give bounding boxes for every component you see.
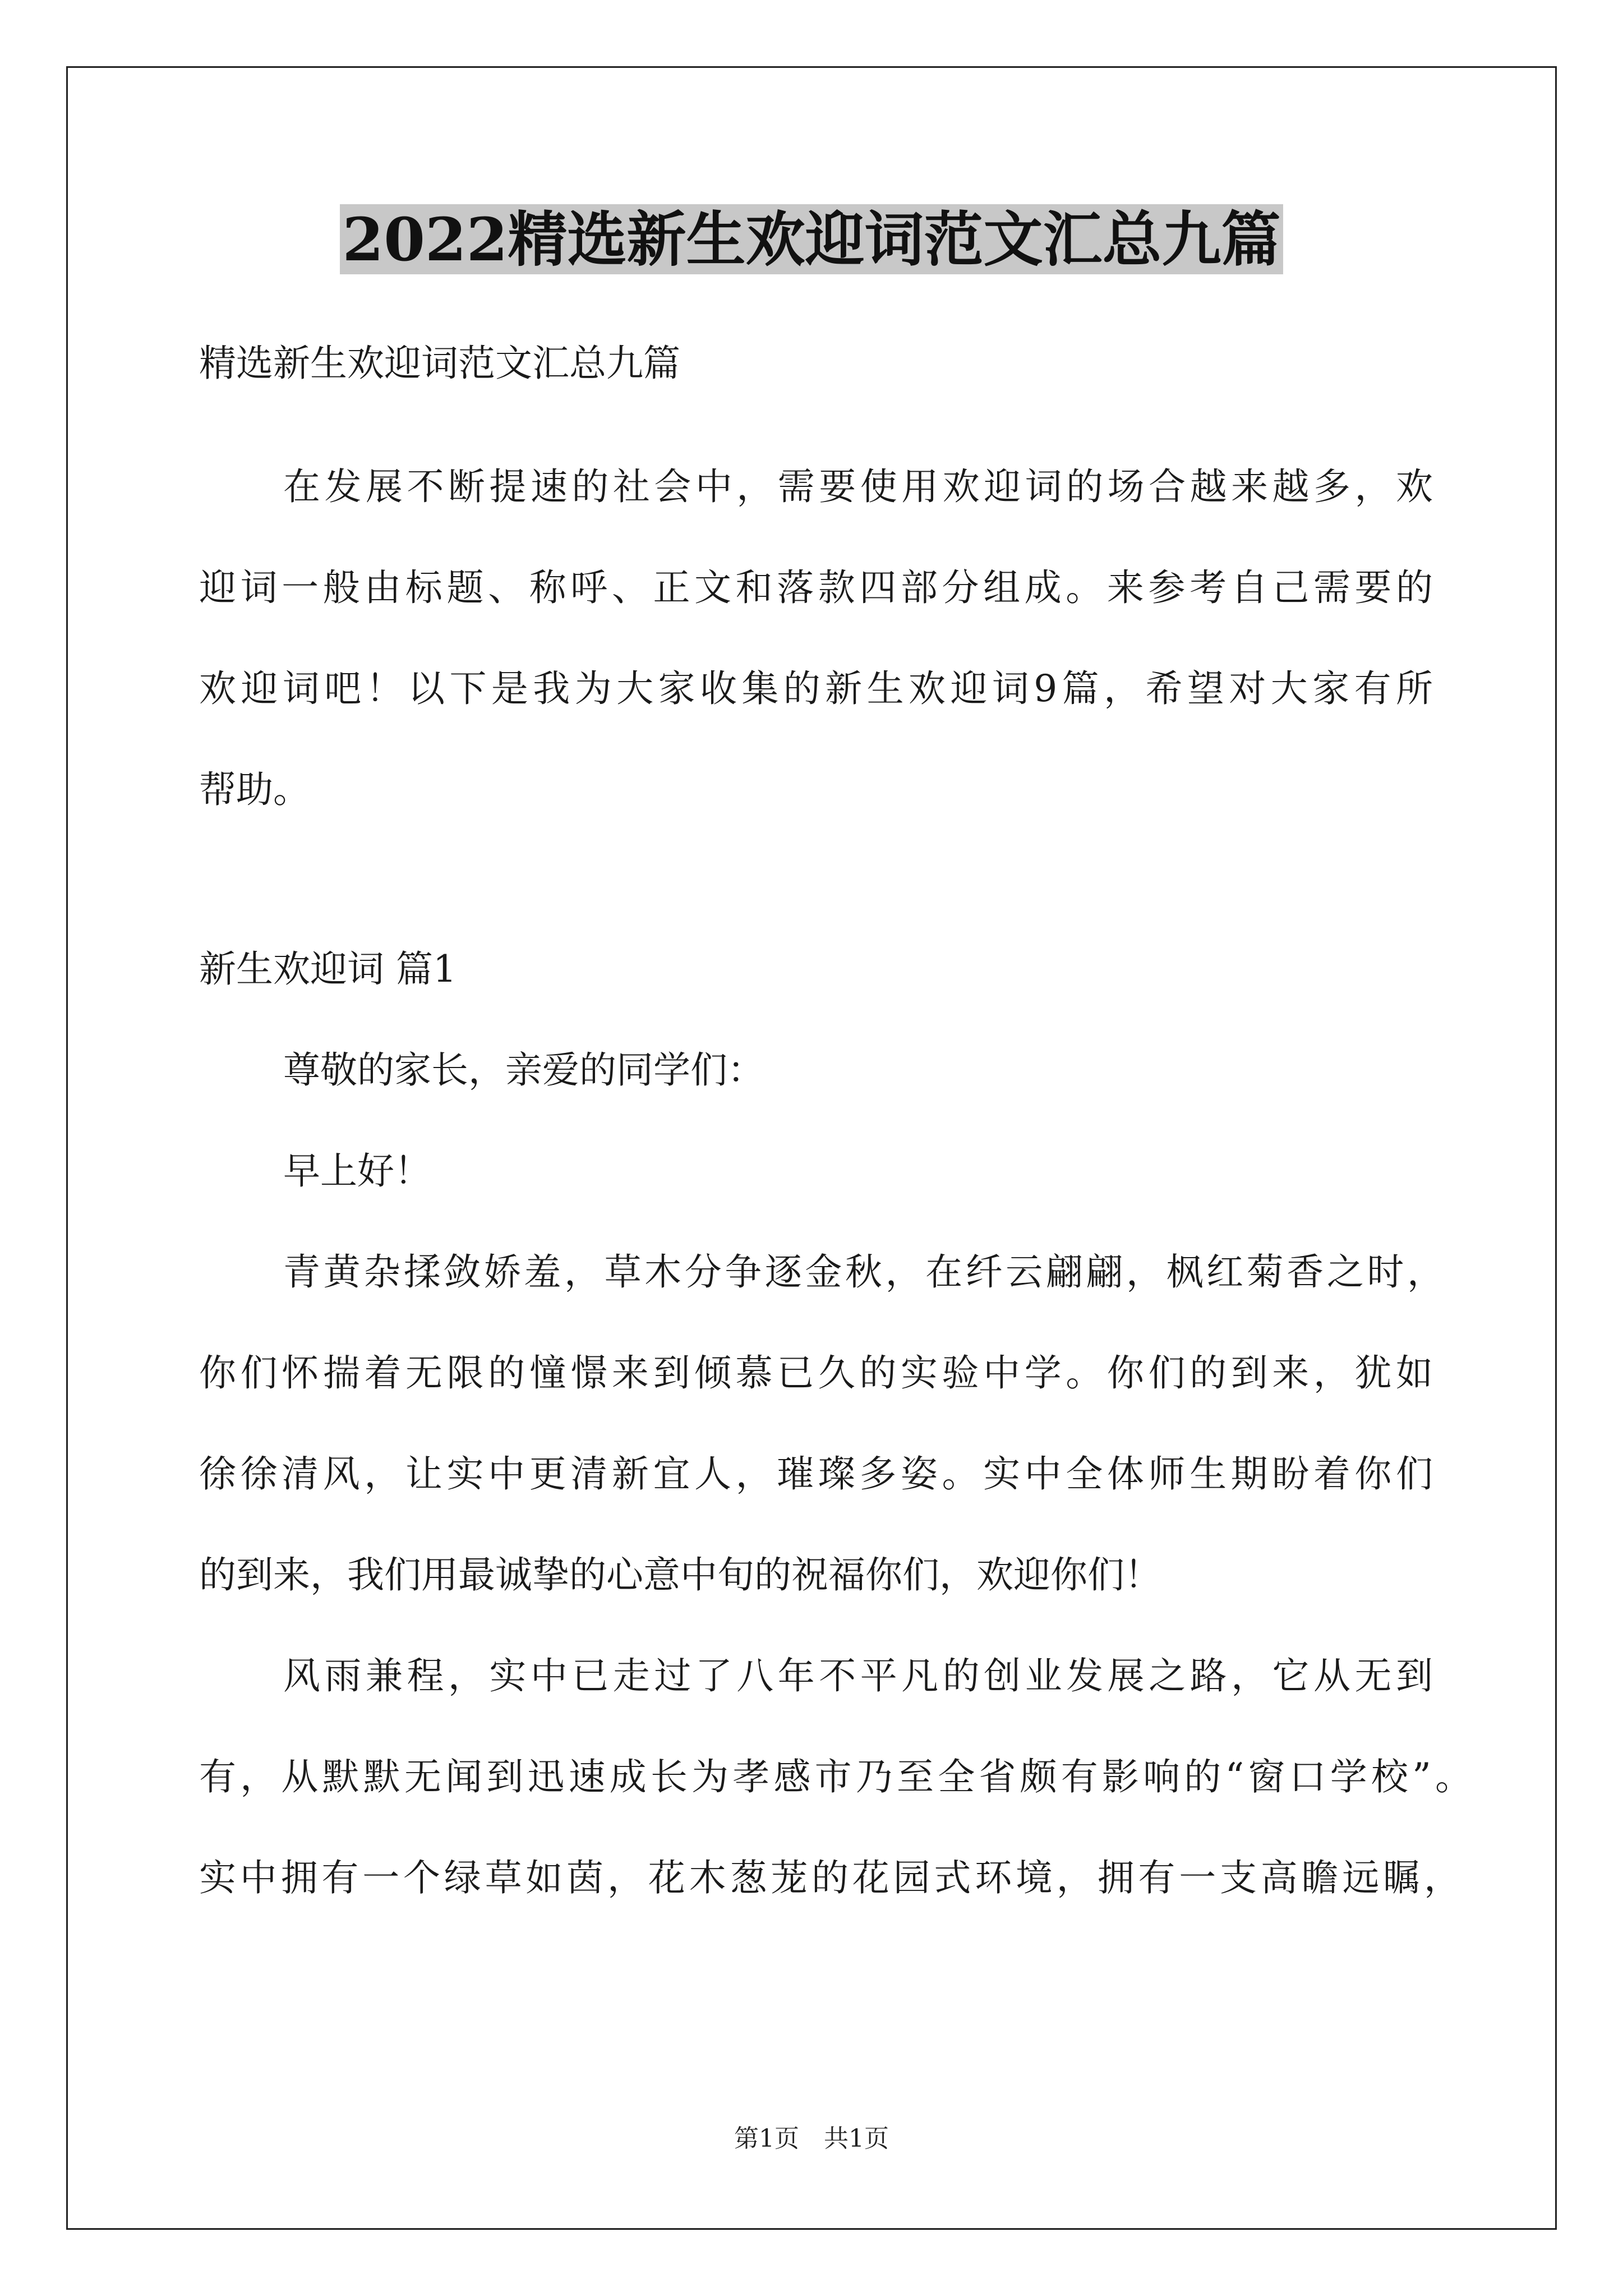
section-heading: 新生欢迎词 篇1	[199, 947, 457, 991]
intro-line: 帮助。	[199, 768, 310, 811]
page-footer: 第1页 共1页	[734, 2124, 889, 2153]
paragraph-line: 的到来，我们用最诚挚的心意中旬的祝福你们，欢迎你们！	[199, 1553, 1161, 1596]
paragraph-line: 徐徐清风，让实中更清新宜人，璀璨多姿。实中全体师生期盼着你们	[199, 1452, 1433, 1496]
paragraph-line: 实中拥有一个绿草如茵，花木葱茏的花园式环境，拥有一支高瞻远瞩，	[199, 1856, 1461, 1899]
paragraph-line: 你们怀揣着无限的憧憬来到倾慕已久的实验中学。你们的到来，犹如	[199, 1351, 1433, 1395]
greeting: 早上好！	[283, 1149, 431, 1193]
salutation: 尊敬的家长，亲爱的同学们：	[283, 1048, 764, 1092]
paragraph-line: 风雨兼程，实中已走过了八年不平凡的创业发展之路，它从无到	[283, 1654, 1433, 1697]
paragraph-line: 有，从默默无闻到迅速成长为孝感市乃至全省颇有影响的“窗口学校”。	[199, 1755, 1472, 1798]
intro-line: 在发展不断提速的社会中，需要使用欢迎词的场合越来越多，欢	[283, 465, 1433, 508]
document-title: 2022精选新生欢迎词范文汇总九篇	[0, 197, 1623, 282]
document-subtitle: 精选新生欢迎词范文汇总九篇	[199, 342, 680, 385]
intro-line: 欢迎词吧！以下是我为大家收集的新生欢迎词9篇，希望对大家有所	[199, 667, 1433, 710]
paragraph-line: 青黄杂揉敛娇羞，草木分争逐金秋，在纤云翩翩，枫红菊香之时，	[283, 1250, 1444, 1294]
intro-line: 迎词一般由标题、称呼、正文和落款四部分组成。来参考自己需要的	[199, 566, 1433, 609]
